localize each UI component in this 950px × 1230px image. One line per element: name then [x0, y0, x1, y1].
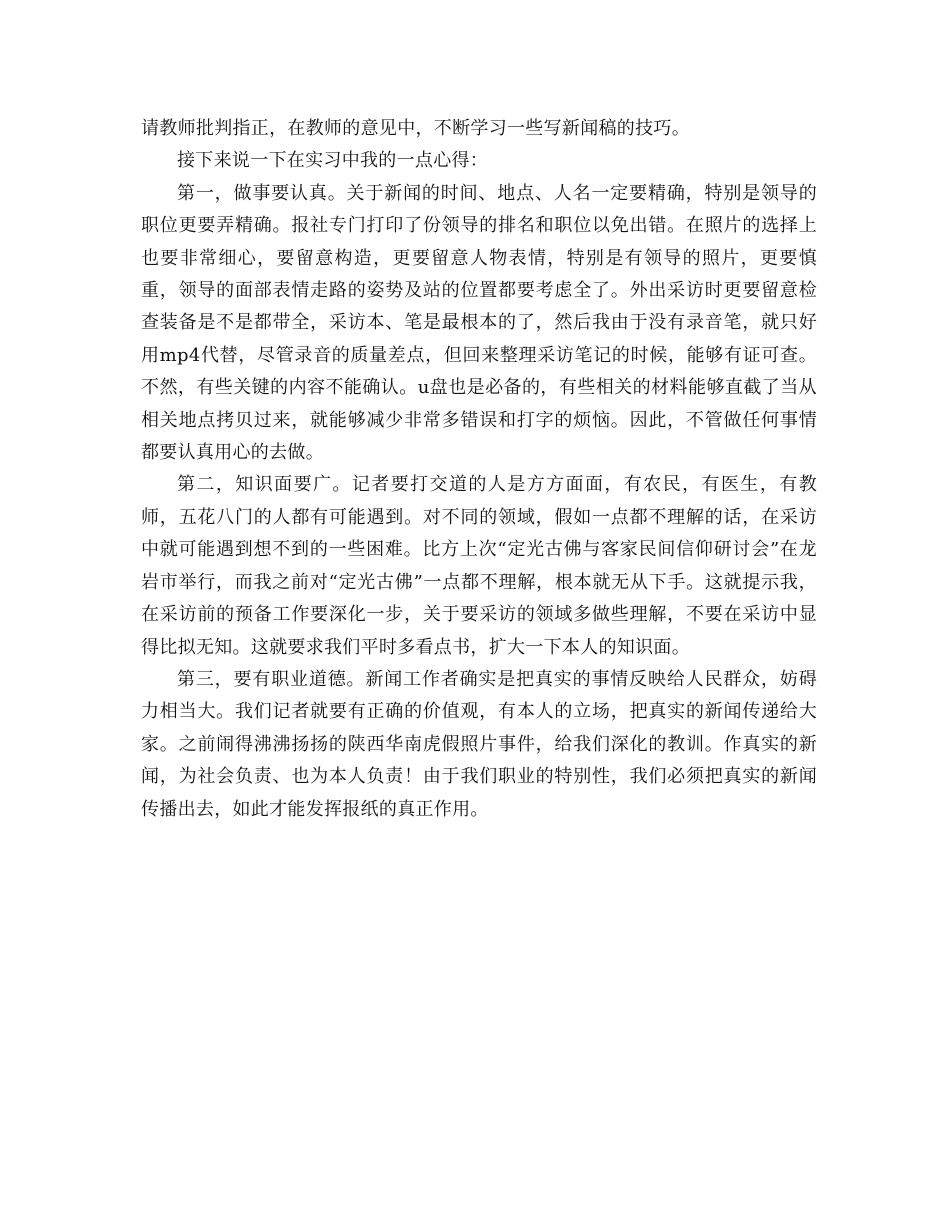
paragraph-point-2: 第二，知识面要广。记者要打交道的人是方方面面，有农民，有医生，有教师，五花八门的人都有可能遇到。对不同的领域，假如一点都不理解的话，在采访中就可能遇到想不到的一些困难。比方上次“定光古佛与客家民间信仰研讨会”在龙岩市举行，而我之前对“定光古佛”一点都不理解，根本就无从下手。这就提示我，在采访前的预备工作要深化一步，关于要采访的领域多做些理解，不要在采访中显得比拟无知。这就要求我们平时多看点书，扩大一下本人的知识面。 — [141, 474, 817, 658]
paragraph-point-1: 第一，做事要认真。关于新闻的时间、地点、人名一定要精确，特别是领导的职位更要弄精确。报社专门打印了份领导的排名和职位以免出错。在照片的选择上也要非常细心，要留意构造，更要留意人物表情，特别是有领导的照片，更要慎重，领导的面部表情走路的姿势及站的位置都要考虑全了。外出采访时更要留意检查装备是不是都带全，采访本、笔是最根本的了，然后我由于没有录音笔，就只好用mp4代替，尽管录音的质量差点，但回来整理采访笔记的时候，能够有证可查。不然，有些关键的内容不能确认。u盘也是必备的，有些相关的材料能够直截了当从相关地点拷贝过来，就能够减少非常多错误和打字的烦恼。因此，不管做任何事情都要认真用心的去做。 — [141, 182, 817, 464]
paragraph-continuation: 请教师批判指正，在教师的意见中，不断学习一些写新闻稿的技巧。 — [141, 118, 690, 139]
document-body — [141, 113, 817, 826]
paragraph-intro: 接下来说一下在实习中我的一点心得： — [177, 150, 489, 172]
paragraph-point-3: 第三，要有职业道德。新闻工作者确实是把真实的事情反映给人民群众，妨碍力相当大。我们记者就要有正确的价值观，有本人的立场，把真实的新闻传递给大家。之前闹得沸沸扬扬的陕西华南虎假照片事件，给我们深化的教训。作真实的新闻，为社会负责、也为本人负责！由于我们职业的特别性，我们必须把真实的新闻传播出去，如此才能发挥报纸的真正作用。 — [141, 668, 817, 820]
